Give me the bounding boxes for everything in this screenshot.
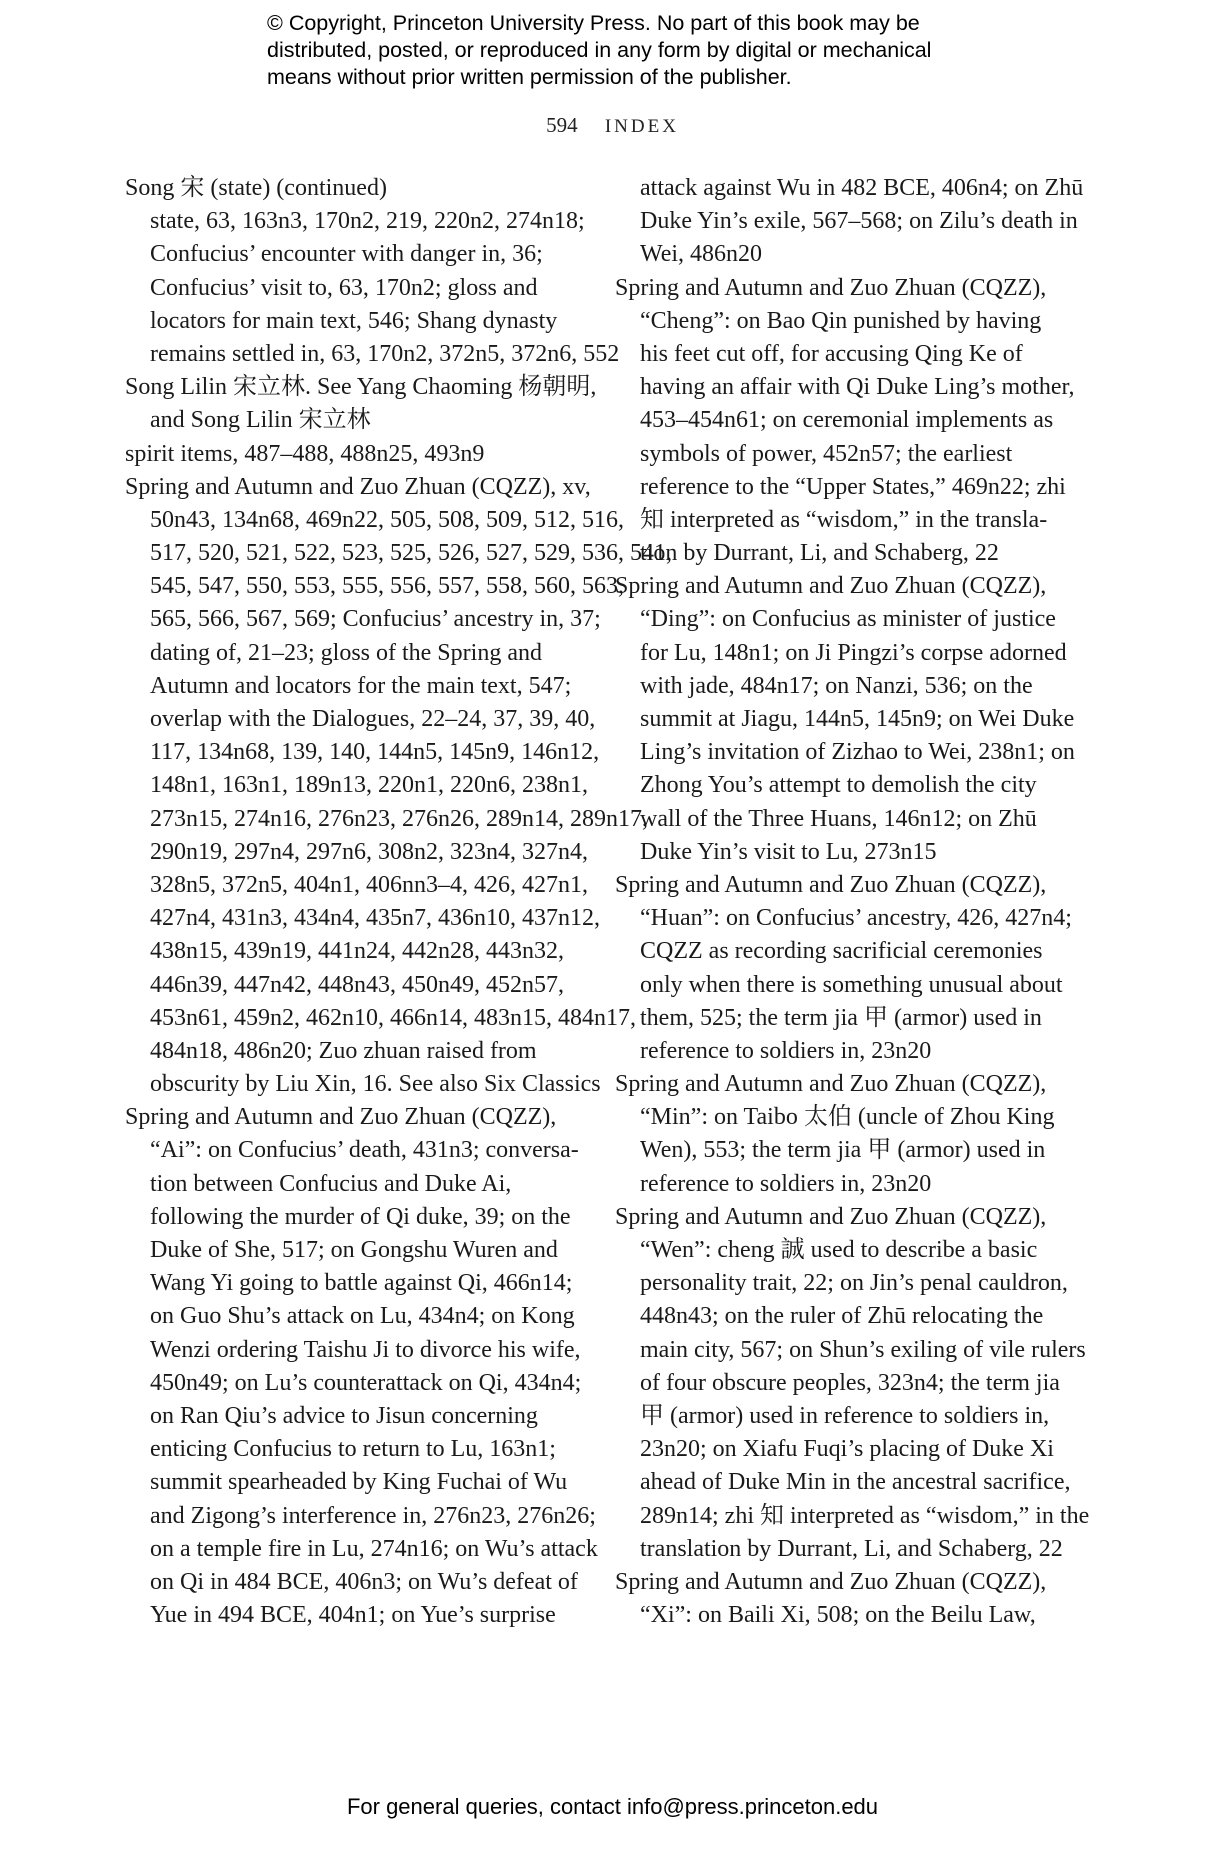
index-line: “Ai”: on Confucius’ death, 431n3; conversa-: [150, 1137, 579, 1164]
index-line: Spring and Autumn and Zuo Zhuan (CQZZ), xv,: [125, 473, 591, 500]
index-column-left: [125, 172, 672, 1632]
index-line: on Guo Shu’s attack on Lu, 434n4; on Kong: [150, 1303, 575, 1330]
index-line: 甲 (armor) used in reference to soldiers in,: [640, 1402, 1050, 1429]
index-line: 50n43, 134n68, 469n22, 505, 508, 509, 512, 516,: [150, 506, 624, 533]
index-line: and Zigong’s interference in, 276n23, 276n26;: [150, 1502, 596, 1529]
index-line: 448n43; on the ruler of Zhū relocating the: [640, 1303, 1044, 1330]
index-line: Confucius’ encounter with danger in, 36;: [150, 241, 543, 268]
copyright-line: © Copyright, Princeton University Press. No part of this book may be: [267, 11, 920, 35]
index-line: summit spearheaded by King Fuchai of Wu: [150, 1469, 568, 1496]
index-line: his feet cut off, for accusing Qing Ke of: [640, 340, 1023, 367]
index-line: Duke Yin’s visit to Lu, 273n15: [640, 838, 937, 865]
index-line: “Min”: on Taibo 太伯 (uncle of Zhou King: [640, 1104, 1055, 1131]
index-line: 23n20; on Xiafu Fuqi’s placing of Duke Xi: [640, 1436, 1054, 1463]
index-line: attack against Wu in 482 BCE, 406n4; on Zhū: [640, 175, 1084, 201]
index-line: 438n15, 439n19, 441n24, 442n28, 443n32,: [150, 938, 564, 965]
page-number: 594: [546, 113, 578, 137]
index-line: reference to soldiers in, 23n20: [640, 1037, 932, 1064]
index-line: state, 63, 163n3, 170n2, 219, 220n2, 274n18;: [150, 208, 585, 235]
index-line: dating of, 21–23; gloss of the Spring and: [150, 639, 542, 666]
index-column-right: [615, 172, 1090, 1632]
index-line: having an affair with Qi Duke Ling’s mother,: [640, 374, 1075, 401]
index-line: following the murder of Qi duke, 39; on the: [150, 1203, 571, 1230]
index-line: 565, 566, 567, 569; Confucius’ ancestry in, 37;: [150, 606, 601, 633]
index-line: on Ran Qiu’s advice to Jisun concerning: [150, 1402, 538, 1429]
index-line: “Wen”: cheng 誠 used to describe a basic: [640, 1237, 1038, 1263]
index-line: 453–454n61; on ceremonial implements as: [640, 407, 1054, 434]
index-line: Confucius’ visit to, 63, 170n2; gloss and: [150, 274, 538, 301]
index-line: 知 interpreted as “wisdom,” in the transla-: [640, 506, 1048, 533]
index-line: 328n5, 372n5, 404n1, 406nn3–4, 426, 427n1,: [150, 871, 588, 898]
index-line: with jade, 484n17; on Nanzi, 536; on the: [640, 672, 1033, 699]
index-line: “Cheng”: on Bao Qin punished by having: [640, 307, 1042, 334]
index-line: CQZZ as recording sacrificial ceremonies: [640, 938, 1043, 965]
index-line: on Qi in 484 BCE, 406n3; on Wu’s defeat of: [150, 1568, 578, 1595]
footer-contact: For general queries, contact info@press.princeton.edu: [346, 1794, 879, 1819]
index-line: Spring and Autumn and Zuo Zhuan (CQZZ),: [615, 871, 1047, 898]
index-line: 289n14; zhi 知 interpreted as “wisdom,” in the: [640, 1502, 1090, 1529]
index-line: 273n15, 274n16, 276n23, 276n26, 289n14, 289n17,: [150, 805, 648, 832]
index-line: Spring and Autumn and Zuo Zhuan (CQZZ),: [615, 1071, 1047, 1098]
index-line: Spring and Autumn and Zuo Zhuan (CQZZ),: [615, 573, 1047, 600]
index-line: Spring and Autumn and Zuo Zhuan (CQZZ),: [615, 1568, 1047, 1595]
index-line: Song Lilin 宋立林. See Yang Chaoming 杨朝明,: [125, 374, 597, 401]
index-line: “Huan”: on Confucius’ ancestry, 426, 427n4;: [640, 905, 1072, 932]
index-line: Song 宋 (state) (continued): [125, 175, 387, 201]
page-title: INDEX: [604, 116, 679, 137]
index-line: Wei, 486n20: [640, 241, 763, 268]
index-line: Wang Yi going to battle against Qi, 466n14;: [150, 1270, 573, 1297]
index-line: translation by Durrant, Li, and Schaberg, 22: [640, 1535, 1063, 1562]
index-line: main city, 567; on Shun’s exiling of vile rulers: [640, 1336, 1086, 1363]
index-line: spirit items, 487–488, 488n25, 493n9: [125, 440, 485, 467]
index-line: tion by Durrant, Li, and Schaberg, 22: [640, 540, 999, 567]
index-line: Duke of She, 517; on Gongshu Wuren and: [150, 1237, 558, 1263]
index-line: reference to the “Upper States,” 469n22; zhi: [640, 473, 1066, 500]
index-line: “Ding”: on Confucius as minister of justice: [640, 606, 1056, 633]
index-line: enticing Confucius to return to Lu, 163n1;: [150, 1436, 556, 1463]
copyright-line: distributed, posted, or reproduced in any form by digital or mechanical: [267, 38, 932, 62]
index-line: remains settled in, 63, 170n2, 372n5, 372n6, 552: [150, 340, 620, 367]
index-line: obscurity by Liu Xin, 16. See also Six Classics: [150, 1071, 601, 1098]
index-line: and Song Lilin 宋立林: [150, 407, 371, 434]
index-line: overlap with the Dialogues, 22–24, 37, 39, 40,: [150, 706, 596, 732]
index-line: for Lu, 148n1; on Ji Pingzi’s corpse adorned: [640, 639, 1067, 666]
index-line: 148n1, 163n1, 189n13, 220n1, 220n6, 238n1,: [150, 772, 588, 799]
index-line: only when there is something unusual about: [640, 971, 1063, 998]
index-line: locators for main text, 546; Shang dynasty: [150, 307, 558, 334]
index-line: summit at Jiagu, 144n5, 145n9; on Wei Duke: [640, 706, 1075, 732]
index-line: wall of the Three Huans, 146n12; on Zhū: [640, 805, 1037, 832]
index-line: 290n19, 297n4, 297n6, 308n2, 323n4, 327n4,: [150, 838, 588, 865]
index-line: Wen), 553; the term jia 甲 (armor) used in: [640, 1137, 1046, 1164]
index-line: Spring and Autumn and Zuo Zhuan (CQZZ),: [125, 1104, 557, 1131]
index-line: 517, 520, 521, 522, 523, 525, 526, 527, 529, 536, 541,: [150, 540, 672, 567]
index-line: Yue in 494 BCE, 404n1; on Yue’s surprise: [150, 1602, 556, 1629]
index-line: them, 525; the term jia 甲 (armor) used in: [640, 1004, 1042, 1031]
index-line: ahead of Duke Min in the ancestral sacrifice,: [640, 1469, 1071, 1496]
copyright-line: means without prior written permission of the publisher.: [267, 65, 792, 89]
index-line: Spring and Autumn and Zuo Zhuan (CQZZ),: [615, 1203, 1047, 1230]
index-line: 545, 547, 550, 553, 555, 556, 557, 558, 560, 563,: [150, 573, 624, 600]
index-line: “Xi”: on Baili Xi, 508; on the Beilu Law,: [640, 1602, 1036, 1629]
index-line: Duke Yin’s exile, 567–568; on Zilu’s death in: [640, 208, 1078, 235]
index-line: personality trait, 22; on Jin’s penal cauldron,: [640, 1270, 1068, 1297]
index-line: symbols of power, 452n57; the earliest: [640, 440, 1013, 467]
index-line: reference to soldiers in, 23n20: [640, 1170, 932, 1197]
index-line: Ling’s invitation of Zizhao to Wei, 238n1; on: [640, 739, 1075, 766]
index-line: 450n49; on Lu’s counterattack on Qi, 434n4;: [150, 1369, 582, 1396]
index-line: Wenzi ordering Taishu Ji to divorce his wife,: [150, 1336, 581, 1363]
index-line: tion between Confucius and Duke Ai,: [150, 1170, 512, 1197]
index-line: 453n61, 459n2, 462n10, 466n14, 483n15, 484n17,: [150, 1004, 636, 1031]
index-line: Zhong You’s attempt to demolish the city: [640, 772, 1037, 799]
index-line: Autumn and locators for the main text, 547;: [150, 672, 572, 699]
index-line: 117, 134n68, 139, 140, 144n5, 145n9, 146n12,: [150, 739, 600, 766]
index-line: Spring and Autumn and Zuo Zhuan (CQZZ),: [615, 274, 1047, 301]
copyright-notice: [267, 10, 1027, 91]
index-line: 427n4, 431n3, 434n4, 435n7, 436n10, 437n12,: [150, 905, 600, 932]
index-line: 446n39, 447n42, 448n43, 450n49, 452n57,: [150, 971, 564, 998]
running-head: [0, 113, 1225, 138]
index-line: 484n18, 486n20; Zuo zhuan raised from: [150, 1037, 537, 1064]
index-line: of four obscure peoples, 323n4; the term jia: [640, 1369, 1060, 1396]
index-line: on a temple fire in Lu, 274n16; on Wu’s attack: [150, 1535, 598, 1562]
